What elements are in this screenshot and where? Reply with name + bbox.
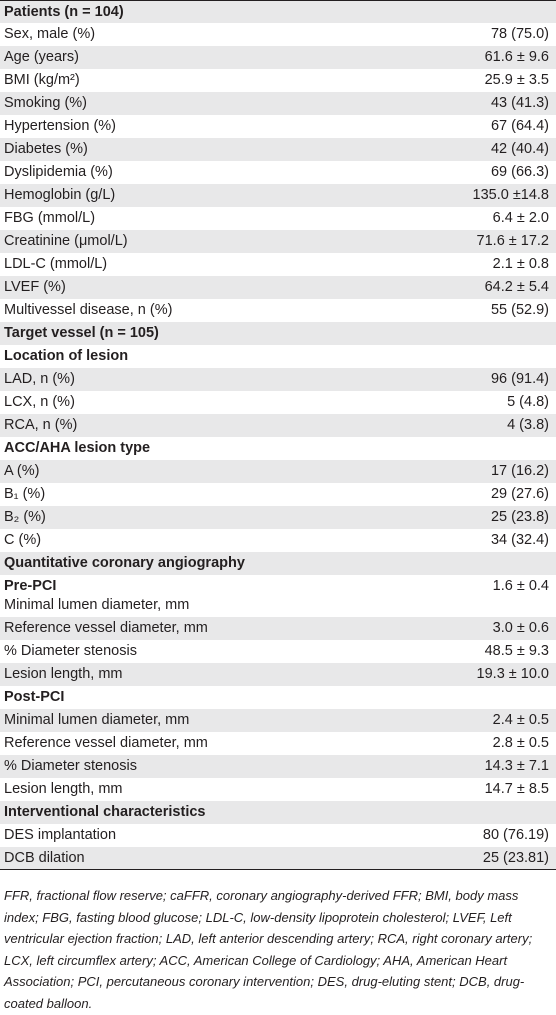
row-label: FBG (mmol/L)	[4, 210, 96, 226]
row-label: Lesion length, mm	[4, 781, 123, 797]
row-value: 3.0 ± 0.6	[492, 620, 549, 636]
row-value: 25 (23.81)	[482, 850, 549, 866]
table-section-header	[0, 437, 556, 460]
table-row	[0, 460, 556, 483]
row-value: 5 (4.8)	[507, 394, 549, 410]
row-label: B₂ (%)	[4, 509, 46, 525]
table-row	[0, 92, 556, 115]
row-value: 14.7 ± 8.5	[484, 781, 549, 797]
row-label: Hypertension (%)	[4, 118, 117, 134]
table-row	[0, 506, 556, 529]
table-row	[0, 847, 556, 870]
row-sublabel: Minimal lumen diameter, mm	[4, 597, 190, 613]
row-value: 61.6 ± 9.6	[484, 49, 549, 65]
row-label: LCX, n (%)	[4, 394, 75, 410]
table-section-header	[0, 345, 556, 368]
table-section-header	[0, 686, 556, 709]
row-label: RCA, n (%)	[4, 417, 78, 433]
table-row	[0, 299, 556, 322]
table-row	[0, 161, 556, 184]
table-row	[0, 483, 556, 506]
row-label: Pre-PCI	[4, 578, 57, 594]
row-value: 4 (3.8)	[507, 417, 549, 433]
row-value: 135.0 ±14.8	[472, 187, 549, 203]
table-row	[0, 46, 556, 69]
row-label: LVEF (%)	[4, 279, 66, 295]
row-label: B₁ (%)	[4, 486, 46, 502]
table-row	[0, 276, 556, 299]
row-label: Hemoglobin (g/L)	[4, 187, 116, 203]
row-value: 55 (52.9)	[490, 302, 549, 318]
row-value: 48.5 ± 9.3	[484, 643, 549, 659]
table-row	[0, 414, 556, 437]
row-label: Age (years)	[4, 49, 79, 65]
table-row	[0, 640, 556, 663]
row-label: DES implantation	[4, 827, 117, 843]
row-value: 78 (75.0)	[490, 26, 549, 42]
table-row	[0, 617, 556, 640]
row-label: A (%)	[4, 463, 40, 479]
row-label: Multivessel disease, n (%)	[4, 302, 173, 318]
row-label: Minimal lumen diameter, mm	[4, 712, 190, 728]
row-label: Lesion length, mm	[4, 666, 123, 682]
table-row	[0, 709, 556, 732]
row-value: 64.2 ± 5.4	[484, 279, 549, 295]
table-section-header	[0, 0, 556, 23]
row-value: 2.4 ± 0.5	[492, 712, 549, 728]
row-label: Reference vessel diameter, mm	[4, 620, 208, 636]
table-section-header	[0, 552, 556, 575]
table-section-header	[0, 801, 556, 824]
row-value: 71.6 ± 17.2	[476, 233, 549, 249]
table-row	[0, 529, 556, 552]
row-label: % Diameter stenosis	[4, 758, 137, 774]
row-label: C (%)	[4, 532, 42, 548]
row-value: 14.3 ± 7.1	[484, 758, 549, 774]
row-value: 80 (76.19)	[482, 827, 549, 843]
row-label: Interventional characteristics	[4, 804, 206, 820]
row-label: Quantitative coronary angiography	[4, 555, 245, 571]
row-value: 6.4 ± 2.0	[492, 210, 549, 226]
row-label: Sex, male (%)	[4, 26, 96, 42]
row-value: 43 (41.3)	[490, 95, 549, 111]
table-section-header	[0, 322, 556, 345]
table-row	[0, 368, 556, 391]
table-row	[0, 663, 556, 686]
row-label: LDL-C (mmol/L)	[4, 256, 108, 272]
row-value: 25 (23.8)	[490, 509, 549, 525]
table-row	[0, 138, 556, 161]
row-label: BMI (kg/m²)	[4, 72, 80, 88]
row-value: 67 (64.4)	[490, 118, 549, 134]
table-section-header	[0, 575, 556, 617]
row-value: 19.3 ± 10.0	[476, 666, 549, 682]
table-row	[0, 115, 556, 138]
table-row	[0, 184, 556, 207]
row-value: 25.9 ± 3.5	[484, 72, 549, 88]
table-row	[0, 824, 556, 847]
table-row	[0, 253, 556, 276]
row-value: 17 (16.2)	[490, 463, 549, 479]
row-value: 2.8 ± 0.5	[492, 735, 549, 751]
table-row	[0, 755, 556, 778]
row-label: Reference vessel diameter, mm	[4, 735, 208, 751]
row-label: Dyslipidemia (%)	[4, 164, 113, 180]
table-row	[0, 23, 556, 46]
row-label: % Diameter stenosis	[4, 643, 137, 659]
row-label: Location of lesion	[4, 348, 129, 364]
row-label: Diabetes (%)	[4, 141, 88, 157]
table-footnote: FFR, fractional flow reserve; caFFR, coronary angiography-derived FFR; BMI, body mass index; FBG, fasting blood glucose; LDL-C, low-density lipoprotein cholesterol; LVEF, Left ventricular ejection fraction; LAD, left anterior descending artery; RCA, right coronary artery; LCX, left circumflex artery; ACC, American College of Cardiology; AHA, American Heart Association; PCI, percutaneous coronary intervention; DES, drug-eluting stent; DCB, drug-coated balloon.	[4, 888, 533, 1011]
table-row	[0, 778, 556, 801]
row-label: DCB dilation	[4, 850, 85, 866]
row-label: Creatinine (μmol/L)	[4, 233, 128, 249]
row-value: 42 (40.4)	[490, 141, 549, 157]
row-value: 2.1 ± 0.8	[492, 256, 549, 272]
table-row	[0, 69, 556, 92]
row-label: Post-PCI	[4, 689, 65, 705]
row-value: 1.6 ± 0.4	[492, 578, 549, 594]
row-value: 29 (27.6)	[490, 486, 549, 502]
row-label: Target vessel (n = 105)	[4, 325, 159, 341]
row-value: 34 (32.4)	[490, 532, 549, 548]
table-row	[0, 391, 556, 414]
table-row	[0, 207, 556, 230]
row-label: Patients (n = 104)	[4, 4, 124, 20]
row-value: 69 (66.3)	[490, 164, 549, 180]
row-value: 96 (91.4)	[490, 371, 549, 387]
row-label: ACC/AHA lesion type	[4, 440, 151, 456]
row-label: Smoking (%)	[4, 95, 87, 111]
row-label: LAD, n (%)	[4, 371, 75, 387]
table-row	[0, 230, 556, 253]
table-row	[0, 732, 556, 755]
